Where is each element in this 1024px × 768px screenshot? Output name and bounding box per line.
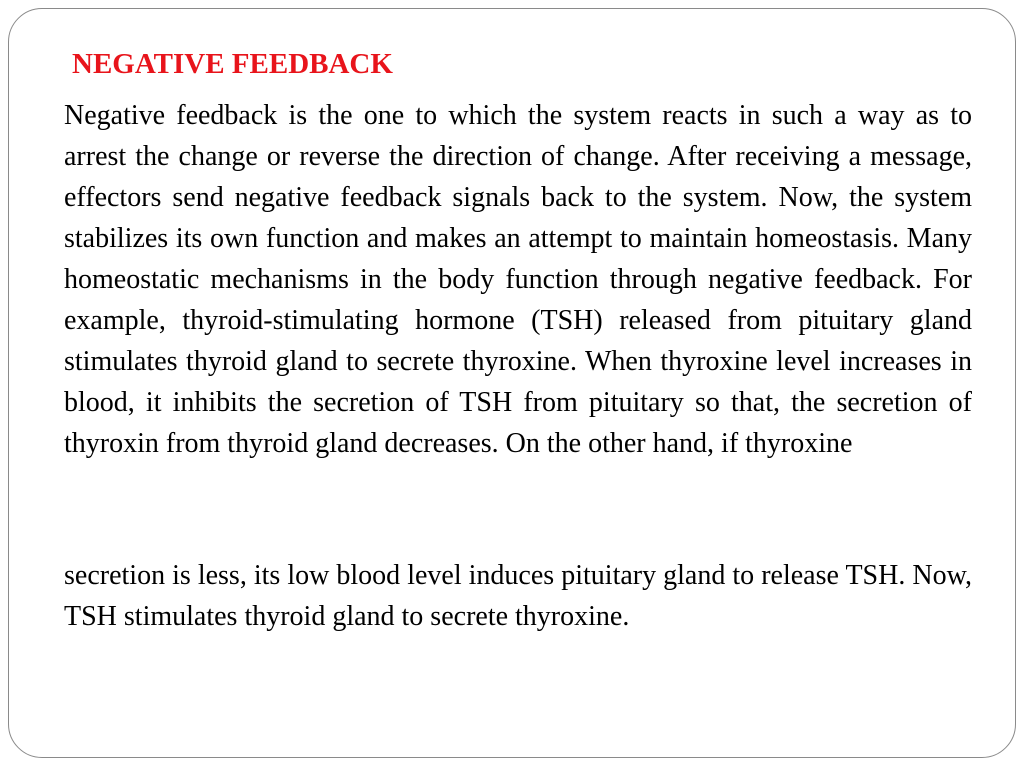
- slide-title: NEGATIVE FEEDBACK: [72, 48, 393, 80]
- body-paragraph-2: secretion is less, its low blood level induces pituitary gland to release TSH. Now, TSH stimulates thyroid gland to secrete thyroxine.: [64, 560, 972, 632]
- slide-frame: [8, 8, 1016, 758]
- body-paragraph-1: Negative feedback is the one to which the system reacts in such a way as to arrest the change or reverse the direction of change. After receiving a message, effectors send negative feedback signals back to the system. Now, the system stabilizes its own function and makes an attempt to maintain homeostasis. Many homeostatic mechanisms in the body function through negative feedback. For example, thyroid-stimulating hormone (TSH) released from pituitary gland stimulates thyroid gland to secrete thyroxine. When thyroxine level increases in blood, it inhibits the secretion of TSH from pituitary so that, the secretion of thyroxin from thyroid gland decreases. On the other hand, if thyroxine: [64, 100, 972, 459]
